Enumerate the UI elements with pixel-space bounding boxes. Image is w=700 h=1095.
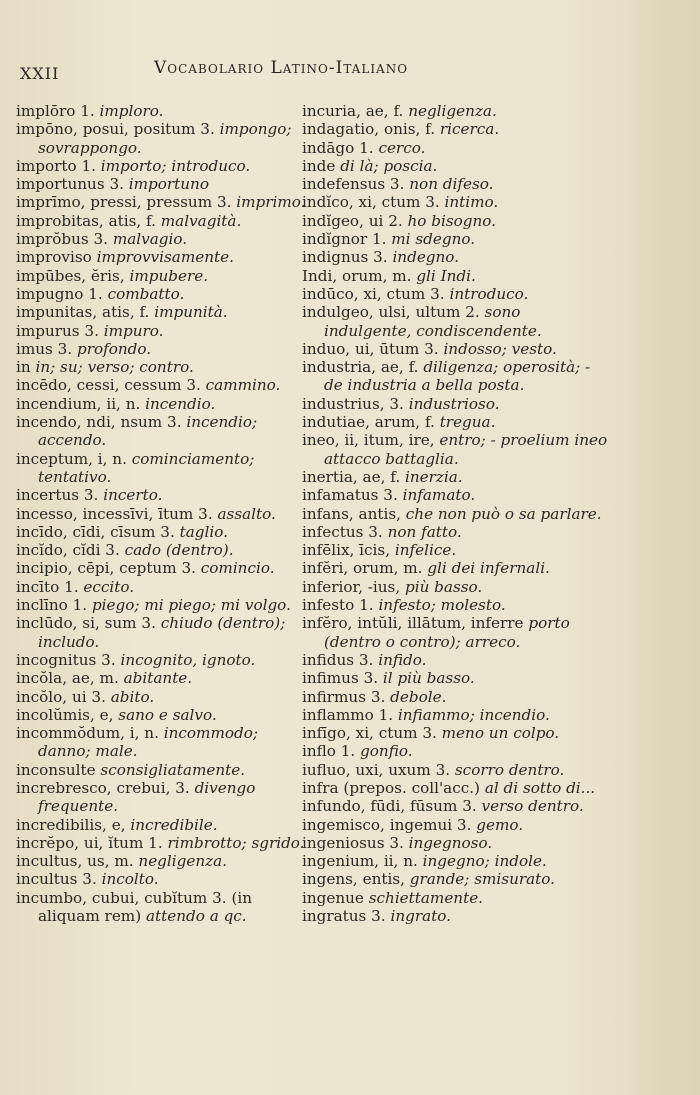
entry-gloss: indosso; vesto. xyxy=(443,339,557,358)
entry-gloss: negligenza. xyxy=(138,852,227,871)
entry-headword: industrius, 3. xyxy=(302,394,404,413)
entry-gloss: impuro. xyxy=(103,321,164,340)
dictionary-entry xyxy=(302,340,612,358)
dictionary-entry xyxy=(16,303,306,321)
dictionary-entry xyxy=(16,779,306,816)
dictionary-entry xyxy=(302,614,612,651)
entry-gloss: profondo. xyxy=(76,339,152,358)
entry-gloss: il più basso. xyxy=(382,669,475,688)
entry-gloss: cerco. xyxy=(378,138,426,157)
entry-gloss: incendio; accendo. xyxy=(38,413,258,450)
dictionary-entry xyxy=(302,523,612,541)
entry-gloss: gonfio. xyxy=(360,742,413,761)
entry-headword: infīgo, xi, ctum 3. xyxy=(302,724,437,743)
page-edge-shadow xyxy=(612,0,700,1095)
entry-gloss: incredibile. xyxy=(130,815,218,834)
entry-gloss: debole. xyxy=(390,687,447,706)
entry-gloss: infelice. xyxy=(394,541,457,560)
dictionary-entry xyxy=(302,797,612,815)
dictionary-entry xyxy=(302,175,612,193)
entry-gloss: piego; mi piego; mi volgo. xyxy=(91,596,291,615)
entry-headword: infesto 1. xyxy=(302,596,374,615)
entry-gloss: malvagità. xyxy=(160,211,242,230)
entry-gloss: non difeso. xyxy=(409,175,494,194)
entry-gloss: meno un colpo. xyxy=(441,724,560,743)
entry-headword: indutiae, arum, f. xyxy=(302,413,435,432)
entry-headword: incŏla, ae, m. xyxy=(16,669,119,688)
entry-headword: incēdo, cessi, cessum 3. xyxy=(16,376,201,395)
entry-headword: indĭgnor 1. xyxy=(302,230,387,249)
dictionary-entry xyxy=(302,559,612,577)
entry-headword: incesso, incessīvi, ītum 3. xyxy=(16,504,213,523)
dictionary-entry xyxy=(16,578,306,596)
entry-gloss: infamato. xyxy=(402,486,476,505)
entry-gloss: ingegnoso. xyxy=(408,833,493,852)
entry-headword: incrĕpo, ui, ĭtum 1. xyxy=(16,833,163,852)
entry-headword: iufluo, uxi, uxum 3. xyxy=(302,760,451,779)
entry-gloss: entro; - proelium ineo attacco battaglia. xyxy=(324,431,608,468)
entry-headword: infĕro, intŭli, illātum, inferre xyxy=(302,614,524,633)
entry-gloss: non fatto. xyxy=(387,522,462,541)
entry-gloss: industrioso. xyxy=(408,394,500,413)
dictionary-entry xyxy=(302,285,612,303)
entry-headword: imprŏbus 3. xyxy=(16,230,109,249)
entry-headword: Indi, orum, m. xyxy=(302,266,412,285)
dictionary-entry xyxy=(16,486,306,504)
entry-headword: in xyxy=(16,358,31,377)
entry-headword: improbitas, atis, f. xyxy=(16,211,156,230)
entry-gloss: ingegno; indole. xyxy=(422,852,547,871)
entry-gloss: che non può o sa parlare. xyxy=(405,504,602,523)
entry-headword: industria, ae, f. xyxy=(302,358,419,377)
entry-headword: incredibilis, e, xyxy=(16,815,126,834)
entry-gloss: intimo. xyxy=(444,193,499,212)
entry-headword: indagatio, onis, f. xyxy=(302,120,436,139)
dictionary-entry xyxy=(302,230,612,248)
dictionary-entry xyxy=(16,614,306,651)
entry-gloss: ho bisogno. xyxy=(407,211,496,230)
dictionary-entry xyxy=(302,541,612,559)
dictionary-entry xyxy=(16,651,306,669)
entry-gloss: incerto. xyxy=(103,486,163,505)
entry-gloss: eccito. xyxy=(83,577,135,596)
dictionary-entry xyxy=(16,596,306,614)
dictionary-entry xyxy=(302,395,612,413)
dictionary-entry xyxy=(16,102,306,120)
dictionary-entry xyxy=(16,120,306,157)
entry-headword: infidus 3. xyxy=(302,650,374,669)
dictionary-entry xyxy=(302,486,612,504)
dictionary-entry xyxy=(16,376,306,394)
entry-headword: incertus 3. xyxy=(16,486,99,505)
dictionary-entry xyxy=(302,779,612,797)
entry-gloss: taglio. xyxy=(179,522,228,541)
entry-headword: incultus 3. xyxy=(16,870,97,889)
entry-headword: incīdo, cīdi, cīsum 3. xyxy=(16,522,175,541)
entry-gloss: rimbrotto; sgrido. xyxy=(167,833,305,852)
dictionary-entry xyxy=(302,358,612,395)
entry-headword: inflo 1. xyxy=(302,742,356,761)
entry-gloss: malvagio. xyxy=(112,230,188,249)
dictionary-entry xyxy=(16,413,306,450)
entry-headword: inferior, -ius, xyxy=(302,577,401,596)
dictionary-entry xyxy=(302,248,612,266)
entry-gloss: grande; smisurato. xyxy=(409,870,555,889)
entry-headword: ingratus 3. xyxy=(302,907,386,926)
entry-headword: indūco, xi, ctum 3. xyxy=(302,284,445,303)
dictionary-entry xyxy=(16,816,306,834)
entry-headword: ingenue xyxy=(302,888,364,907)
dictionary-entry xyxy=(302,834,612,852)
left-column xyxy=(16,102,306,925)
entry-gloss: combatto. xyxy=(107,284,185,303)
entry-gloss: assalto. xyxy=(217,504,276,523)
running-title: Vocabolario Latino-Italiano xyxy=(154,58,409,78)
dictionary-entry xyxy=(16,761,306,779)
dictionary-entry xyxy=(302,303,612,340)
dictionary-entry xyxy=(302,651,612,669)
entry-headword: increbresco, crebui, 3. xyxy=(16,778,190,797)
entry-gloss: divengo frequente. xyxy=(38,778,256,816)
right-column xyxy=(302,102,612,925)
entry-gloss: gli dei infernali. xyxy=(427,559,550,578)
dictionary-entry xyxy=(302,267,612,285)
entry-headword: incognitus 3. xyxy=(16,650,116,669)
entry-gloss: impubere. xyxy=(129,266,209,285)
entry-gloss: incognito, ignoto. xyxy=(120,650,256,669)
dictionary-entry xyxy=(16,541,306,559)
dictionary-entry xyxy=(16,724,306,761)
entry-headword: indĭgeo, ui 2. xyxy=(302,211,403,230)
entry-gloss: sano e salvo. xyxy=(118,705,217,724)
entry-gloss: al di sotto di... xyxy=(484,778,596,797)
entry-headword: infĕri, orum, m. xyxy=(302,559,423,578)
entry-headword: infundo, fūdi, fūsum 3. xyxy=(302,797,477,816)
entry-gloss: imploro. xyxy=(99,102,164,120)
entry-gloss: gemo. xyxy=(476,815,524,834)
entry-gloss: gli Indi. xyxy=(416,266,476,285)
entry-headword: incĭdo, cĭdi 3. xyxy=(16,541,120,560)
entry-gloss: sono indulgente, condiscendente. xyxy=(324,303,542,340)
entry-headword: incŏlo, ui 3. xyxy=(16,687,106,706)
dictionary-entry xyxy=(16,450,306,487)
dictionary-entry xyxy=(16,505,306,523)
dictionary-entry xyxy=(302,413,612,431)
dictionary-entry xyxy=(302,724,612,742)
entry-headword: impugno 1. xyxy=(16,284,103,303)
entry-headword: incipio, cēpi, ceptum 3. xyxy=(16,559,196,578)
dictionary-entry xyxy=(16,688,306,706)
dictionary-entry xyxy=(302,742,612,760)
dictionary-entry xyxy=(16,322,306,340)
dictionary-entry xyxy=(302,669,612,687)
dictionary-entry xyxy=(16,706,306,724)
entry-headword: induo, ui, ūtum 3. xyxy=(302,339,439,358)
entry-gloss: infiammo; incendio. xyxy=(397,705,550,724)
entry-headword: inclūdo, si, sum 3. xyxy=(16,614,156,633)
entry-gloss: verso dentro. xyxy=(481,797,584,816)
entry-headword: importo 1. xyxy=(16,156,96,175)
entry-headword: imprīmo, pressi, pressum 3. xyxy=(16,193,232,212)
dictionary-entry xyxy=(302,505,612,523)
dictionary-entry xyxy=(302,139,612,157)
entry-gloss: improvvisamente. xyxy=(96,248,234,267)
entry-headword: incolŭmis, e, xyxy=(16,705,114,724)
dictionary-entry xyxy=(302,120,612,138)
entry-gloss: incendio. xyxy=(145,394,216,413)
entry-gloss: importo; introduco. xyxy=(100,156,251,175)
entry-headword: infamatus 3. xyxy=(302,486,398,505)
dictionary-entry xyxy=(302,706,612,724)
entry-gloss: indegno. xyxy=(392,248,460,267)
entry-headword: inertia, ae, f. xyxy=(302,467,401,486)
entry-gloss: di là; poscia. xyxy=(340,156,438,175)
entry-gloss: schiettamente. xyxy=(368,888,484,907)
entry-headword: inflammo 1. xyxy=(302,705,394,724)
entry-headword: indefensus 3. xyxy=(302,175,405,194)
entry-headword: infirmus 3. xyxy=(302,687,386,706)
dictionary-entry xyxy=(302,578,612,596)
dictionary-entry xyxy=(16,523,306,541)
entry-headword: infēlix, īcis, xyxy=(302,541,391,560)
entry-headword: ingeniosus 3. xyxy=(302,833,404,852)
dictionary-entry xyxy=(16,358,306,376)
dictionary-entry xyxy=(16,852,306,870)
dictionary-entry xyxy=(302,431,612,468)
dictionary-entry xyxy=(16,248,306,266)
entry-headword: incīto 1. xyxy=(16,577,79,596)
entry-headword: infimus 3. xyxy=(302,669,379,688)
entry-gloss: attendo a qc. xyxy=(145,907,247,926)
dictionary-entry xyxy=(302,907,612,925)
entry-headword: impurus 3. xyxy=(16,321,99,340)
dictionary-entry xyxy=(16,175,306,193)
entry-gloss: diligenza; operosità; - de industria a bella posta. xyxy=(324,358,591,395)
entry-headword: incendo, ndi, nsum 3. xyxy=(16,413,182,432)
entry-gloss: inerzia. xyxy=(405,467,463,486)
dictionary-entry xyxy=(16,889,306,926)
entry-gloss: abito. xyxy=(110,687,155,706)
dictionary-entry xyxy=(302,816,612,834)
entry-headword: imus 3. xyxy=(16,339,73,358)
dictionary-entry xyxy=(16,157,306,175)
entry-gloss: abitante. xyxy=(123,669,193,688)
dictionary-entry xyxy=(302,468,612,486)
entry-gloss: ricerca. xyxy=(439,120,500,139)
entry-gloss: tregua. xyxy=(439,413,496,432)
entry-gloss: impongo; sovrappongo. xyxy=(38,120,292,157)
dictionary-entry xyxy=(16,340,306,358)
dictionary-entry xyxy=(302,688,612,706)
entry-headword: incendium, ii, n. xyxy=(16,394,141,413)
dictionary-entry xyxy=(302,102,612,120)
dictionary-entry xyxy=(302,193,612,211)
dictionary-entry xyxy=(16,834,306,852)
entry-headword: ingens, entis, xyxy=(302,870,405,889)
entry-headword: importunus 3. xyxy=(16,175,124,194)
entry-headword: ineo, ii, itum, ire, xyxy=(302,431,435,450)
entry-headword: inclīno 1. xyxy=(16,596,88,615)
dictionary-entry xyxy=(16,559,306,577)
entry-gloss: cado (dentro). xyxy=(124,541,234,560)
entry-headword: indāgo 1. xyxy=(302,138,374,157)
entry-gloss: incolto. xyxy=(101,870,159,889)
entry-gloss: mi sdegno. xyxy=(391,230,476,249)
dictionary-entry xyxy=(302,212,612,230)
entry-headword: inconsulte xyxy=(16,760,96,779)
entry-headword: inde xyxy=(302,156,336,175)
entry-headword: indignus 3. xyxy=(302,248,388,267)
dictionary-entry xyxy=(302,852,612,870)
entry-gloss: cominciamento; tentativo. xyxy=(38,449,255,486)
entry-headword: impūbes, ĕris, xyxy=(16,266,125,285)
entry-gloss: più basso. xyxy=(404,577,483,596)
entry-headword: impunitas, atis, f. xyxy=(16,303,150,322)
dictionary-entry xyxy=(16,285,306,303)
page-number: XXII xyxy=(20,64,60,83)
entry-headword: improviso xyxy=(16,248,92,267)
entry-headword: incuria, ae, f. xyxy=(302,102,404,120)
entry-gloss: infesto; molesto. xyxy=(378,596,506,615)
entry-gloss: negligenza. xyxy=(408,102,497,120)
entry-headword: incumbo, cubui, cubĭtum 3. (in aliquam rem) xyxy=(16,888,253,926)
entry-gloss: comincio. xyxy=(200,559,275,578)
entry-headword: impōno, posui, positum 3. xyxy=(16,120,215,139)
dictionary-entry xyxy=(302,889,612,907)
entry-gloss: impunità. xyxy=(154,303,228,322)
entry-gloss: imprimo. xyxy=(236,193,306,212)
dictionary-entry xyxy=(16,212,306,230)
entry-gloss: sconsigliatamente. xyxy=(100,760,246,779)
dictionary-entry xyxy=(302,870,612,888)
entry-headword: incultus, us, m. xyxy=(16,852,134,871)
entry-headword: indĭco, xi, ctum 3. xyxy=(302,193,440,212)
page-header xyxy=(14,58,674,88)
dictionary-entry xyxy=(16,669,306,687)
dictionary-entry xyxy=(302,596,612,614)
entry-headword: infra (prepos. coll'acc.) xyxy=(302,778,480,797)
dictionary-entry xyxy=(16,267,306,285)
entry-gloss: incommodo; danno; male. xyxy=(38,724,258,761)
dictionary-entry xyxy=(302,761,612,779)
entry-gloss: cammino. xyxy=(205,376,281,395)
entry-gloss: porto (dentro o contro); arreco. xyxy=(324,614,570,651)
entry-headword: infans, antis, xyxy=(302,504,401,523)
entry-headword: inceptum, i, n. xyxy=(16,449,127,468)
entry-headword: implōro 1. xyxy=(16,102,95,120)
entry-headword: indulgeo, ulsi, ultum 2. xyxy=(302,303,480,322)
entry-gloss: scorro dentro. xyxy=(454,760,565,779)
entry-headword: ingemisco, ingemui 3. xyxy=(302,815,472,834)
entry-gloss: ingrato. xyxy=(390,907,451,926)
dictionary-entry xyxy=(302,157,612,175)
dictionary-entry xyxy=(16,870,306,888)
entry-gloss: importuno xyxy=(128,175,209,194)
entry-gloss: in; su; verso; contro. xyxy=(35,358,194,377)
entry-headword: incommŏdum, i, n. xyxy=(16,724,159,743)
dictionary-entry xyxy=(16,193,306,211)
entry-gloss: chiudo (dentro); includo. xyxy=(38,614,286,651)
entry-headword: ingenium, ii, n. xyxy=(302,852,418,871)
entry-gloss: introduco. xyxy=(449,284,529,303)
dictionary-entry xyxy=(16,230,306,248)
entry-headword: infectus 3. xyxy=(302,522,383,541)
entry-gloss: infido. xyxy=(378,650,427,669)
dictionary-entry xyxy=(16,395,306,413)
